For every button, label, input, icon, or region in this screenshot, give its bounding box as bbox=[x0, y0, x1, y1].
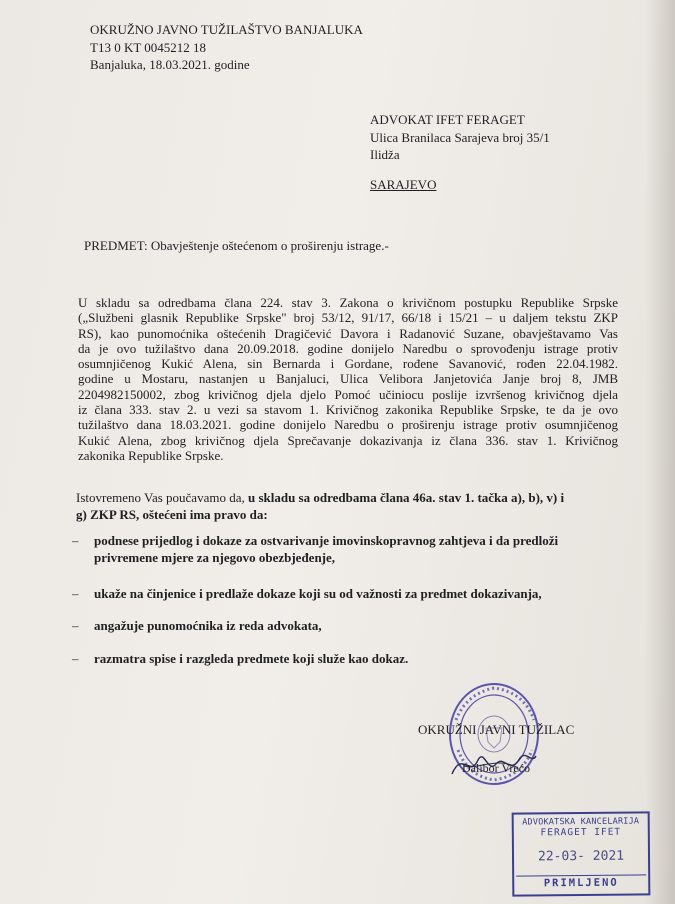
notice-plain: Istovremeno Vas poučavamo da, bbox=[76, 490, 248, 505]
body-line: da je ovo tužilaštvo dana 20.09.2018. godine donijelo Naredbu o sprovođenju istrage protiv bbox=[78, 340, 618, 356]
office-name: OKRUŽNO JAVNO TUŽILAŠTVO BANJALUKA bbox=[90, 22, 363, 37]
rights-text: angažuje punomoćnika iz reda advokata, bbox=[94, 618, 322, 633]
bullet-dash: – bbox=[72, 533, 79, 548]
received-stamp bbox=[512, 811, 651, 896]
rights-item bbox=[72, 617, 612, 634]
rights-text: razmatra spise i razgleda predmete koji služe kao dokaz. bbox=[94, 651, 409, 666]
stamp-office: ADVOKATSKA KANCELARIJA bbox=[522, 816, 640, 828]
body-line: 2204982150002, zbog krivičnog djela djelo Pomoć učiniocu poslije izvršenog krivičnog djela bbox=[78, 386, 618, 402]
body-line: tužilaštvo dana 18.03.2021. godine donijelo Naredbu o proširenju istrage protiv osumnjičenog bbox=[78, 417, 618, 433]
recipient-locality: Ilidža bbox=[370, 147, 400, 162]
stamp-date: 22-03- 2021 bbox=[537, 848, 625, 865]
body-line: („Službeni glasnik Republike Srpske" broj 53/12, 91/17, 66/18 i 15/21 – u daljem tekstu ZKP bbox=[78, 310, 618, 326]
recipient-street: Ulica Branilaca Sarajeva broj 35/1 bbox=[370, 130, 550, 145]
rights-text: privremene mjere za njegovo obezbjeđenje, bbox=[94, 550, 336, 565]
signatory-title: OKRUŽNI JAVNI TUŽILAC bbox=[418, 722, 575, 737]
page-edge-shadow bbox=[645, 0, 675, 904]
rights-text: ukaže na činjenice i predlaže dokaze koji su od važnosti za predmet dokazivanja, bbox=[94, 586, 542, 601]
recipient-name: ADVOKAT IFET FERAGET bbox=[370, 112, 525, 127]
body-line: RS), kao punomoćnika oštećenih Dragičević Davora i Radanović Suzane, obavještavamo Vas bbox=[78, 325, 618, 341]
rights-text: podnese prijedlog i dokaze za ostvarivanje imovinskopravnog zahtjeva i da predloži bbox=[94, 533, 559, 548]
rights-item bbox=[72, 585, 612, 602]
body-line: godine u Mostaru, nastanjen u Banjaluci, Ulica Velibora Janjetovića Janje broj 8, JMB bbox=[78, 371, 618, 387]
body-line: osumnjičenog Kukić Alena, sin Bernarda i Gordane, rođene Savanović, rođen 22.04.1982. bbox=[78, 356, 618, 372]
body-line: zakonika Republike Srpske. bbox=[78, 447, 224, 463]
body-line: iz člana 333. stav 2. u vezi sa stavom 1. Krivičnog zakonika Republike Srpske, te da je ovo bbox=[78, 402, 618, 418]
body-line: Kukić Alena, zbog krivičnog djela Sprečavanje dokazivanja iz člana 336. stav 1. Krivičnog bbox=[78, 432, 618, 448]
bullet-dash: – bbox=[72, 651, 79, 666]
notice-paragraph bbox=[76, 489, 622, 523]
recipient-city: SARAJEVO bbox=[370, 177, 437, 192]
place-date: Banjaluka, 18.03.2021. godine bbox=[90, 57, 250, 72]
bullet-dash: – bbox=[72, 618, 79, 633]
signatory-name: Dalibor Vrećo bbox=[462, 761, 531, 775]
stamp-label: PRIMLJENO bbox=[516, 874, 646, 891]
rights-item bbox=[72, 532, 612, 566]
subject-line: PREDMET: Obavještenje oštećenom o proširenju istrage.- bbox=[84, 238, 389, 253]
body-paragraph bbox=[78, 295, 618, 463]
rights-item bbox=[72, 650, 612, 667]
body-line: U skladu sa odredbama člana 224. stav 3. Zakona o krivičnom postupku Republike Srpske bbox=[78, 295, 618, 310]
case-number: T13 0 KT 0045212 18 bbox=[90, 40, 207, 55]
notice-line-2: g) ZKP RS, oštećeni ima pravo da: bbox=[76, 507, 268, 522]
notice-line-1 bbox=[76, 489, 622, 506]
bullet-dash: – bbox=[72, 586, 79, 601]
stamp-name: FERAGET IFET bbox=[540, 826, 622, 839]
notice-bold: u skladu sa odredbama člana 46a. stav 1. tačka a), b), v) i bbox=[247, 490, 565, 505]
